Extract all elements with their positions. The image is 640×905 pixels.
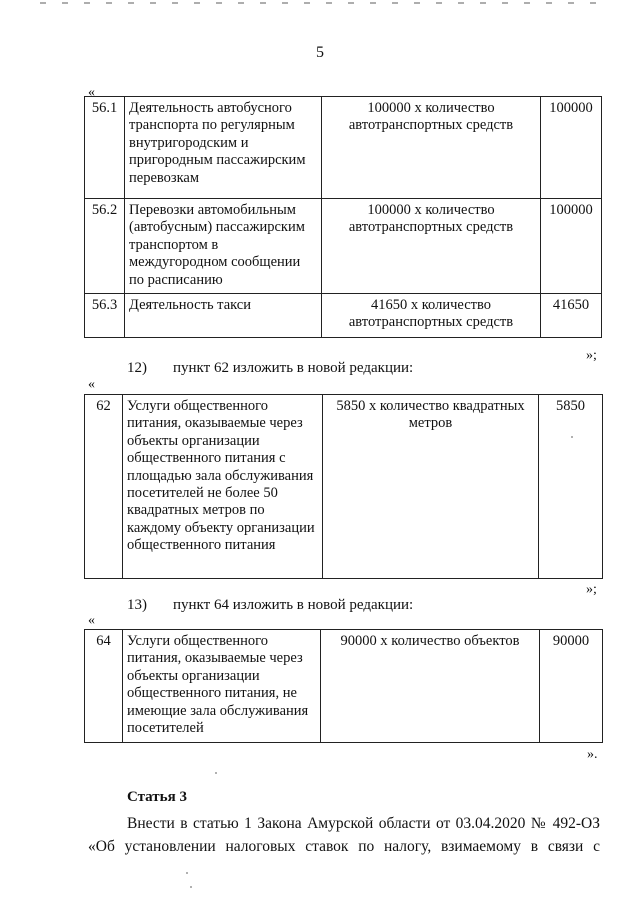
table-row xyxy=(85,630,603,743)
item-number: 64 xyxy=(85,630,123,743)
opening-quote: « xyxy=(88,377,95,392)
paragraph-line: Внести в статью 1 Закона Амурской области от 03.04.2020 № 492-ОЗ xyxy=(127,815,600,832)
table-row xyxy=(85,199,602,294)
instruction-number: 12) xyxy=(127,360,147,376)
value-cell: 5850 xyxy=(539,395,603,579)
item-number: 56.2 xyxy=(85,199,125,294)
opening-quote: « xyxy=(88,613,95,628)
scan-artifact xyxy=(40,2,600,4)
page-number: 5 xyxy=(316,44,324,61)
table-item-62 xyxy=(84,394,603,579)
item-number: 56.1 xyxy=(85,97,125,199)
closing-quote: »; xyxy=(586,348,597,363)
formula-cell: 100000 х количество автотранспортных средств xyxy=(322,97,541,199)
formula-cell: 41650 х количество автотранспортных средств xyxy=(322,294,541,338)
activity-cell: Деятельность автобусного транспорта по регулярным внутригородским и пригородным пассажирским перевозкам xyxy=(125,97,322,199)
opening-quote: « xyxy=(88,85,95,100)
formula-cell: 90000 х количество объектов xyxy=(321,630,540,743)
value-cell: 100000 xyxy=(541,199,602,294)
item-number: 62 xyxy=(85,395,123,579)
formula-cell: 5850 х количество квадратных метров xyxy=(323,395,539,579)
activity-cell: Деятельность такси xyxy=(125,294,322,338)
table-row xyxy=(85,97,602,199)
activity-cell: Перевозки автомобильным (автобусным) пассажирским транспортом в междугородном сообщении по расписанию xyxy=(125,199,322,294)
activity-cell: Услуги общественного питания, оказываемые через объекты организации общественного питания с площадью зала обслуживания посетителей не более 50 квадратных метров по каждому объекту организации общественного питания xyxy=(123,395,323,579)
item-number: 56.3 xyxy=(85,294,125,338)
table-item-64 xyxy=(84,629,603,743)
article-heading: Статья 3 xyxy=(127,789,187,805)
value-cell: 41650 xyxy=(541,294,602,338)
table-row xyxy=(85,395,603,579)
closing-quote: ». xyxy=(587,747,598,762)
instruction-text: пункт 64 изложить в новой редакции: xyxy=(173,597,414,613)
paragraph-line: «Об установлении налоговых ставок по налогу, взимаемому в связи с xyxy=(88,838,600,855)
instruction-text: пункт 62 изложить в новой редакции: xyxy=(173,360,414,376)
amendment-instruction-12 xyxy=(127,360,413,377)
activity-cell: Услуги общественного питания, оказываемые через объекты организации общественного питания, не имеющие зала обслуживания посетителей xyxy=(123,630,321,743)
amendment-instruction-13 xyxy=(127,597,413,614)
table-row xyxy=(85,294,602,338)
value-cell: 100000 xyxy=(541,97,602,199)
article-paragraph xyxy=(88,812,600,858)
closing-quote: »; xyxy=(586,582,597,597)
table-item-56 xyxy=(84,96,602,338)
instruction-number: 13) xyxy=(127,597,147,613)
value-cell: 90000 xyxy=(540,630,603,743)
formula-cell: 100000 х количество автотранспортных средств xyxy=(322,199,541,294)
